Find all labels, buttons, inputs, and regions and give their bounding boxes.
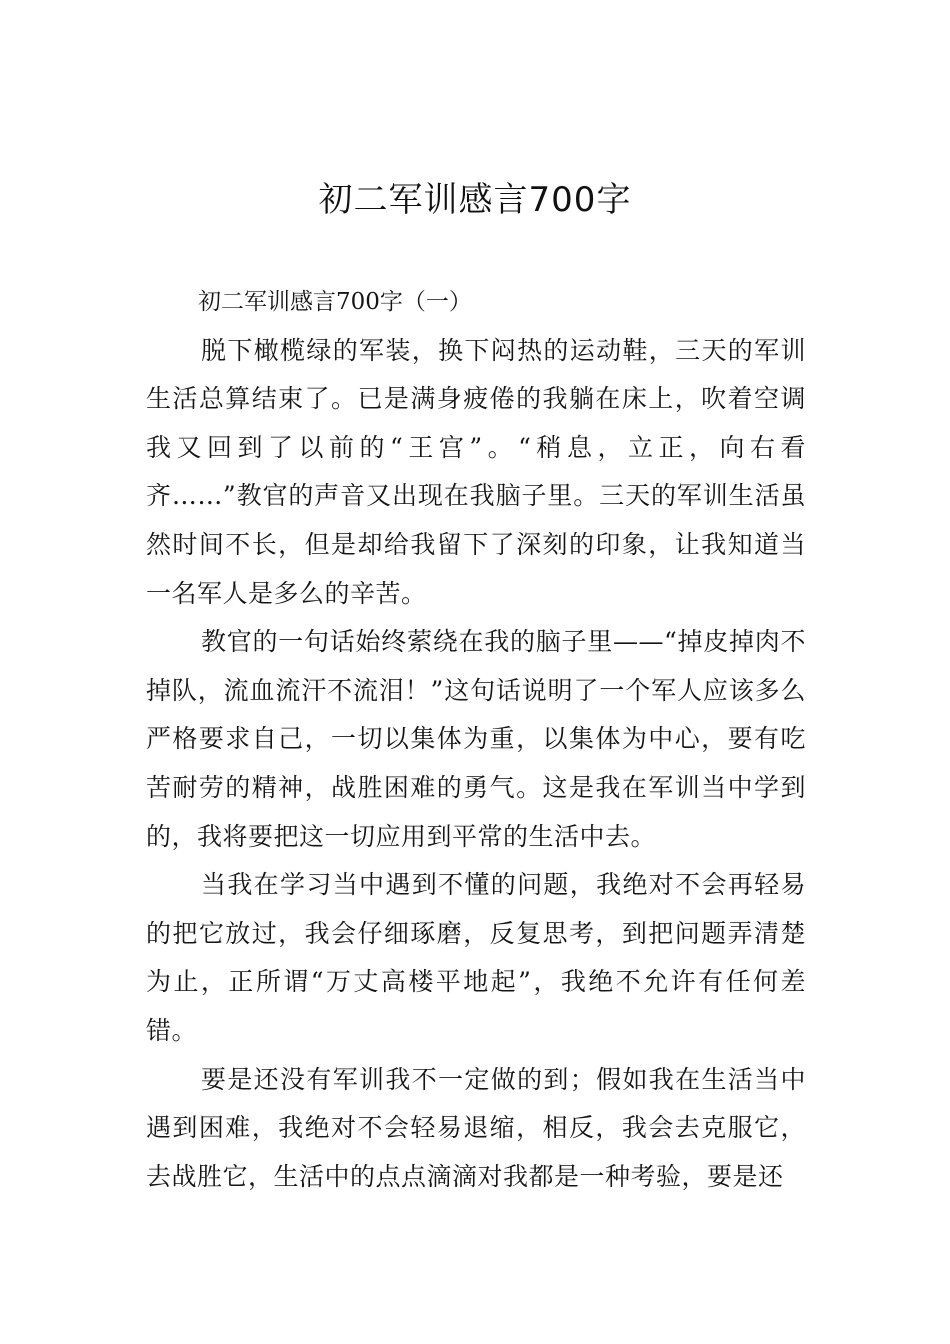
paragraph-3: 当我在学习当中遇到不懂的问题，我绝对不会再轻易的把它放过，我会仔细琢磨，反复思考，到把问题弄清楚为止，正所谓“万丈高楼平地起”，我绝不允许有任何差错。 — [146, 870, 806, 1045]
section-subheading: 初二军训感言700字（一） — [198, 289, 472, 315]
paragraph-4: 要是还没有军训我不一定做的到；假如我在生活当中遇到困难，我绝对不会轻易退缩，相反，我会去克服它，去战胜它，生活中的点点滴滴对我都是一种考验，要是还 — [146, 1064, 806, 1191]
paragraph-1: 脱下橄榄绿的军装，换下闷热的运动鞋，三天的军训生活总算结束了。已是满身疲倦的我躺在床上，吹着空调我又回到了以前的“王宫”。“稍息，立正，向右看齐……”教官的声音又出现在我脑子里。三天的军训生活虽然时间不长，但是却给我留下了深刻的印象，让我知道当一名军人是多么的辛苦。 — [146, 335, 806, 608]
document-title: 初二军训感言700字 — [318, 180, 632, 220]
paragraph-2: 教官的一句话始终萦绕在我的脑子里——“掉皮掉肉不掉队，流血流汗不流泪！”这句话说明了一个军人应该多么严格要求自己，一切以集体为重，以集体为中心，要有吃苦耐劳的精神，战胜困难的勇气。这是我在军训当中学到的，我将要把这一切应用到平常的生活中去。 — [146, 627, 806, 851]
document-body — [146, 278, 806, 1201]
